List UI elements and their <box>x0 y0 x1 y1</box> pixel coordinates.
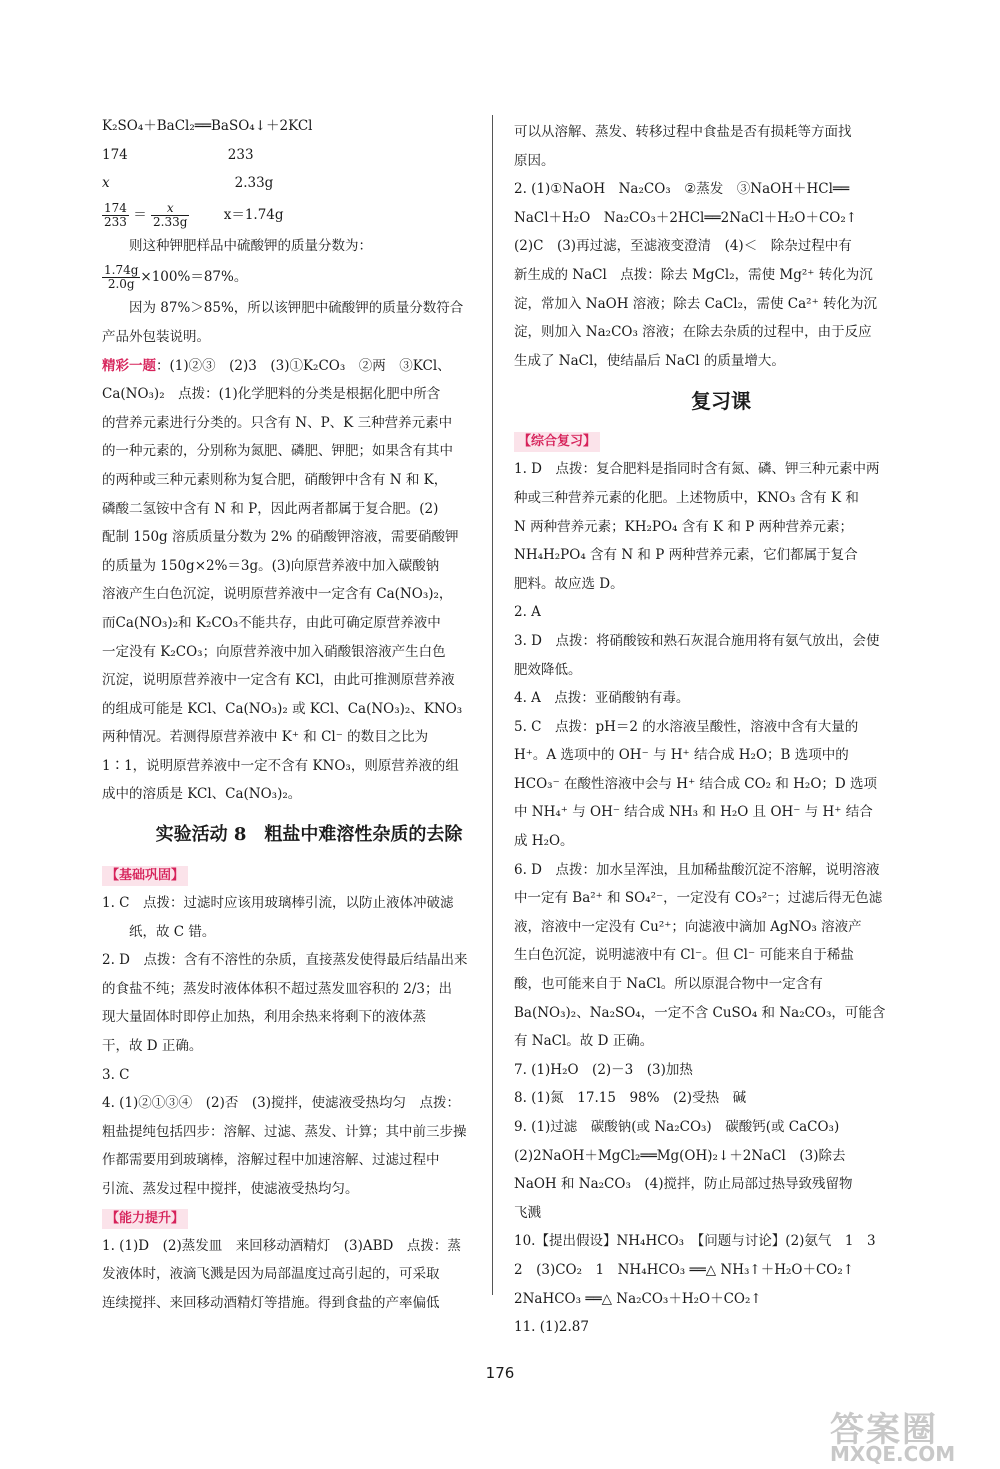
answer-line: NH₄H₂PO₄ 含有 N 和 P 两种营养元素，它们都属于复合 <box>514 547 858 564</box>
review-heading: 复习课 <box>691 389 751 414</box>
answer-line: 8. (1)氮 17.15 98% (2)受热 碱 <box>514 1090 747 1107</box>
answer-line: 种或三种营养元素的化肥。上述物质中，KNO₃ 含有 K 和 <box>514 489 859 506</box>
answer-line: 7. (1)H₂O (2)－3 (3)加热 <box>514 1061 693 1078</box>
jingcai-first-line: 精彩一题：(1)②③ (2)3 (3)①K₂CO₃ ②两 ③KCl、 <box>102 357 451 374</box>
answer-line: 4. (1)②①③④ (2)否 (3)搅拌，使滤液受热均匀 点拨： <box>102 1095 461 1112</box>
text-line: 一定没有 K₂CO₃；向原营养液中加入硝酸银溶液产生白色 <box>102 643 446 660</box>
answer-line: 纸，故 C 错。 <box>129 923 216 940</box>
fraction: $\frac{174}{233}$ <box>104 200 127 229</box>
ability-tag: 【能力提升】 <box>102 1209 188 1229</box>
basic-tag: 【基础巩固】 <box>102 866 188 886</box>
text-line: 溶液产生白色沉淀，说明原营养液中一定含有 Ca(NO₃)₂， <box>102 586 453 603</box>
tag-row <box>514 427 928 455</box>
text-line: 的营养元素进行分类的。只含有 N、P、K 三种营养元素中 <box>102 414 453 431</box>
answer-line: 9. (1)过滤 碳酸钠(或 Na₂CO₃) 碳酸钙(或 CaCO₃) <box>514 1119 840 1135</box>
text-line: 产品外包装说明。 <box>102 328 210 345</box>
answer-line: NaOH 和 Na₂CO₃ (4)搅拌，防止局部过热导致残留物 <box>514 1176 853 1193</box>
ratio-row: 174 233 <box>102 146 254 163</box>
answer-line: 中 NH₄⁺ 与 OH⁻ 结合成 NH₃ 和 H₂O 且 OH⁻ 与 H⁺ 结合 <box>514 804 873 821</box>
answer-line: 酸，也可能来自于 NaCl。所以原混合物中一定含有 <box>514 976 823 993</box>
answer-line: 11. (1)2.87 <box>514 1319 589 1336</box>
page-number: 176 <box>485 1364 515 1382</box>
watermark-url: MXQE.COM <box>830 1442 956 1466</box>
text-line: 的一种元素的，分别称为氮肥、磷肥、钾肥；如果含有其中 <box>102 443 453 460</box>
proportion-row: $\frac{174}{233}$ ＝ $\frac{x}{2.33g}$ x＝1.74g <box>104 200 284 229</box>
answer-line: 1. D 点拨：复合肥料是指同时含有氮、磷、钾三种元素中两 <box>514 461 880 478</box>
answer-line: 肥效降低。 <box>514 661 582 678</box>
answer-line: 生成了 NaCl，使结晶后 NaCl 的质量增大。 <box>514 352 785 369</box>
text-line: 1∶1，说明原营养液中一定不含有 KNO₃，则原营养液的组 <box>102 757 459 774</box>
answer-line: 飞溅 <box>514 1204 541 1221</box>
answer-line: 中一定有 Ba²⁺ 和 SO₄²⁻，一定没有 CO₃²⁻；过滤后得无色滤 <box>514 890 883 907</box>
text-line: 则这种钾肥样品中硫酸钾的质量分数为： <box>129 237 372 254</box>
answer-line: 6. D 点拨：加水呈浑浊，且加稀盐酸沉淀不溶解，说明溶液 <box>514 861 880 878</box>
fraction: $\frac{1.74g}{2.0g}$ <box>104 263 139 292</box>
answer-line: 引流、蒸发过程中搅拌，使滤液受热均匀。 <box>102 1181 359 1197</box>
answer-line: 发液体时，液滴飞溅是因为局部温度过高引起的，可采取 <box>102 1266 440 1283</box>
answer-line: (2)2NaOH＋MgCl₂══Mg(OH)₂↓＋2NaCl (3)除去 <box>514 1147 846 1164</box>
answer-line: 连续搅拌、来回移动酒精灯等措施。得到食盐的产率偏低 <box>102 1294 440 1311</box>
answer-line: 2NaHCO₃ ══△ Na₂CO₃＋H₂O＋CO₂↑ <box>514 1290 762 1307</box>
answer-line: H⁺。A 选项中的 OH⁻ 与 H⁺ 结合成 H₂O；B 选项中的 <box>514 747 849 764</box>
answer-line: (2)C (3)再过滤，至滤液变澄清 (4)＜ 除杂过程中有 <box>514 238 852 255</box>
watermark-title: 答案圈 <box>830 1410 938 1450</box>
answer-line: 1. C 点拨：过滤时应该用玻璃棒引流，以防止液体冲破滤 <box>102 895 454 912</box>
answer-line: 成 H₂O。 <box>514 833 574 850</box>
text-line: 可以从溶解、蒸发、转移过程中食盐是否有损耗等方面找 <box>514 124 852 140</box>
answer-line: 有 NaCl。故 D 正确。 <box>514 1033 654 1050</box>
text-line: Ca(NO₃)₂ 点拨：(1)化学肥料的分类是根据化肥中所含 <box>102 386 441 403</box>
text-line: 两种情况。若测得原营养液中 K⁺ 和 Cl⁻ 的数目之比为 <box>102 729 429 746</box>
right-column <box>514 118 928 1342</box>
answer-line: 1. (1)D (2)蒸发皿 来回移动酒精灯 (3)ABD 点拨：蒸 <box>102 1237 461 1254</box>
text-line: 的质量为 150g×2%＝3g。(3)向原营养液中加入碳酸钠 <box>102 557 440 574</box>
answer-line: 新生成的 NaCl 点拨：除去 MgCl₂，需使 Mg²⁺ 转化为沉 <box>514 266 873 283</box>
text-line: 的两种或三种元素则称为复合肥，硝酸钾中含有 N 和 K， <box>102 471 448 488</box>
section-title: 实验活动 8 粗盐中难溶性杂质的去除 <box>155 824 463 846</box>
answer-line: 4. A 点拨：亚硝酸钠有毒。 <box>514 690 690 707</box>
answer-line: 的食盐不纯；蒸发时液体体积不超过蒸发皿容积的 2/3；出 <box>102 980 453 997</box>
answer-line: N 两种营养元素；KH₂PO₄ 含有 K 和 P 两种营养元素； <box>514 518 854 535</box>
equation: K₂SO₄＋BaCl₂══BaSO₄↓＋2KCl <box>102 118 313 134</box>
answer-line: 粗盐提纯包括四步：溶解、过滤、蒸发、计算；其中前三步操 <box>102 1123 467 1140</box>
answer-line: 肥料。故应选 D。 <box>514 575 624 592</box>
review-tag: 【综合复习】 <box>514 432 600 452</box>
answer-line: 干，故 D 正确。 <box>102 1038 203 1055</box>
fraction: $\frac{x}{2.33g}$ <box>153 200 188 229</box>
left-column <box>102 112 516 1317</box>
text-line: 原因。 <box>514 152 555 169</box>
text-line: 而Ca(NO₃)₂和 K₂CO₃不能共存，由此可确定原营养液中 <box>102 614 441 631</box>
answer-line: 淀，常加入 NaOH 溶液；除去 CaCl₂，需使 Ca²⁺ 转化为沉 <box>514 295 878 312</box>
answer-line: 10.【提出假设】NH₄HCO₃ 【问题与讨论】(2)氨气 1 3 <box>514 1233 876 1250</box>
answer-line: 2. (1)①NaOH Na₂CO₃ ②蒸发 ③NaOH＋HCl══ <box>514 181 850 198</box>
answer-line: 5. C 点拨：pH＝2 的水溶液呈酸性，溶液中含有大量的 <box>514 718 859 735</box>
answer-line: 2. A <box>514 604 541 621</box>
text-line: 因为 87%＞85%，所以该钾肥中硫酸钾的质量分数符合 <box>129 300 464 317</box>
text-line: 的组成可能是 KCl、Ca(NO₃)₂ 或 KCl、Ca(NO₃)₂、KNO₃ <box>102 700 463 717</box>
ratio-row: x 2.33g <box>102 175 274 192</box>
answer-line: 2. D 点拨：含有不溶性的杂质，直接蒸发使得最后结晶出来 <box>102 952 468 969</box>
answer-line: 3. C <box>102 1066 130 1083</box>
text-line: 磷酸二氢铵中含有 N 和 P，因此两者都属于复合肥。(2) <box>102 500 439 517</box>
answer-line: 生白色沉淀，说明滤液中有 Cl⁻。但 Cl⁻ 可能来自于稀盐 <box>514 947 854 964</box>
answer-line: NaCl＋H₂O Na₂CO₃＋2HCl══2NaCl＋H₂O＋CO₂↑ <box>514 209 858 226</box>
tag-row <box>102 1204 516 1232</box>
text-line: 沉淀，说明原营养液中一定含有 KCl，由此可推测原营养液 <box>102 672 455 689</box>
answer-line: 淀，则加入 Na₂CO₃ 溶液；在除去杂质的过程中，由于反应 <box>514 324 872 341</box>
answer-line: 液，溶液中一定没有 Cu²⁺；向滤液中滴加 AgNO₃ 溶液产 <box>514 918 862 935</box>
answer-line: 2 (3)CO₂ 1 NH₄HCO₃ ══△ NH₃↑＋H₂O＋CO₂↑ <box>514 1261 855 1278</box>
tag-row <box>102 861 516 889</box>
answer-line: 作都需要用到玻璃棒，溶解过程中加速溶解、过滤过程中 <box>102 1152 440 1169</box>
text-line: 配制 150g 溶质质量分数为 2% 的硝酸钾溶液，需要硝酸钾 <box>102 529 459 546</box>
jingcai-label: 精彩一题 <box>102 357 156 374</box>
watermark <box>820 1398 996 1466</box>
percent-row: $\frac{1.74g}{2.0g}$ ×100%＝87%。 <box>104 263 248 292</box>
answer-line: 3. D 点拨：将硝酸铵和熟石灰混合施用将有氨气放出，会使 <box>514 632 880 649</box>
answer-line: HCO₃⁻ 在酸性溶液中会与 H⁺ 结合成 CO₂ 和 H₂O；D 选项 <box>514 775 878 792</box>
answer-line: 现大量固体时即停止加热，利用余热来将剩下的液体蒸 <box>102 1009 426 1026</box>
answer-line: Ba(NO₃)₂、Na₂SO₄，一定不含 CuSO₄ 和 Na₂CO₃，可能含 <box>514 1004 886 1021</box>
text-line: 成中的溶质是 KCl、Ca(NO₃)₂。 <box>102 786 302 803</box>
